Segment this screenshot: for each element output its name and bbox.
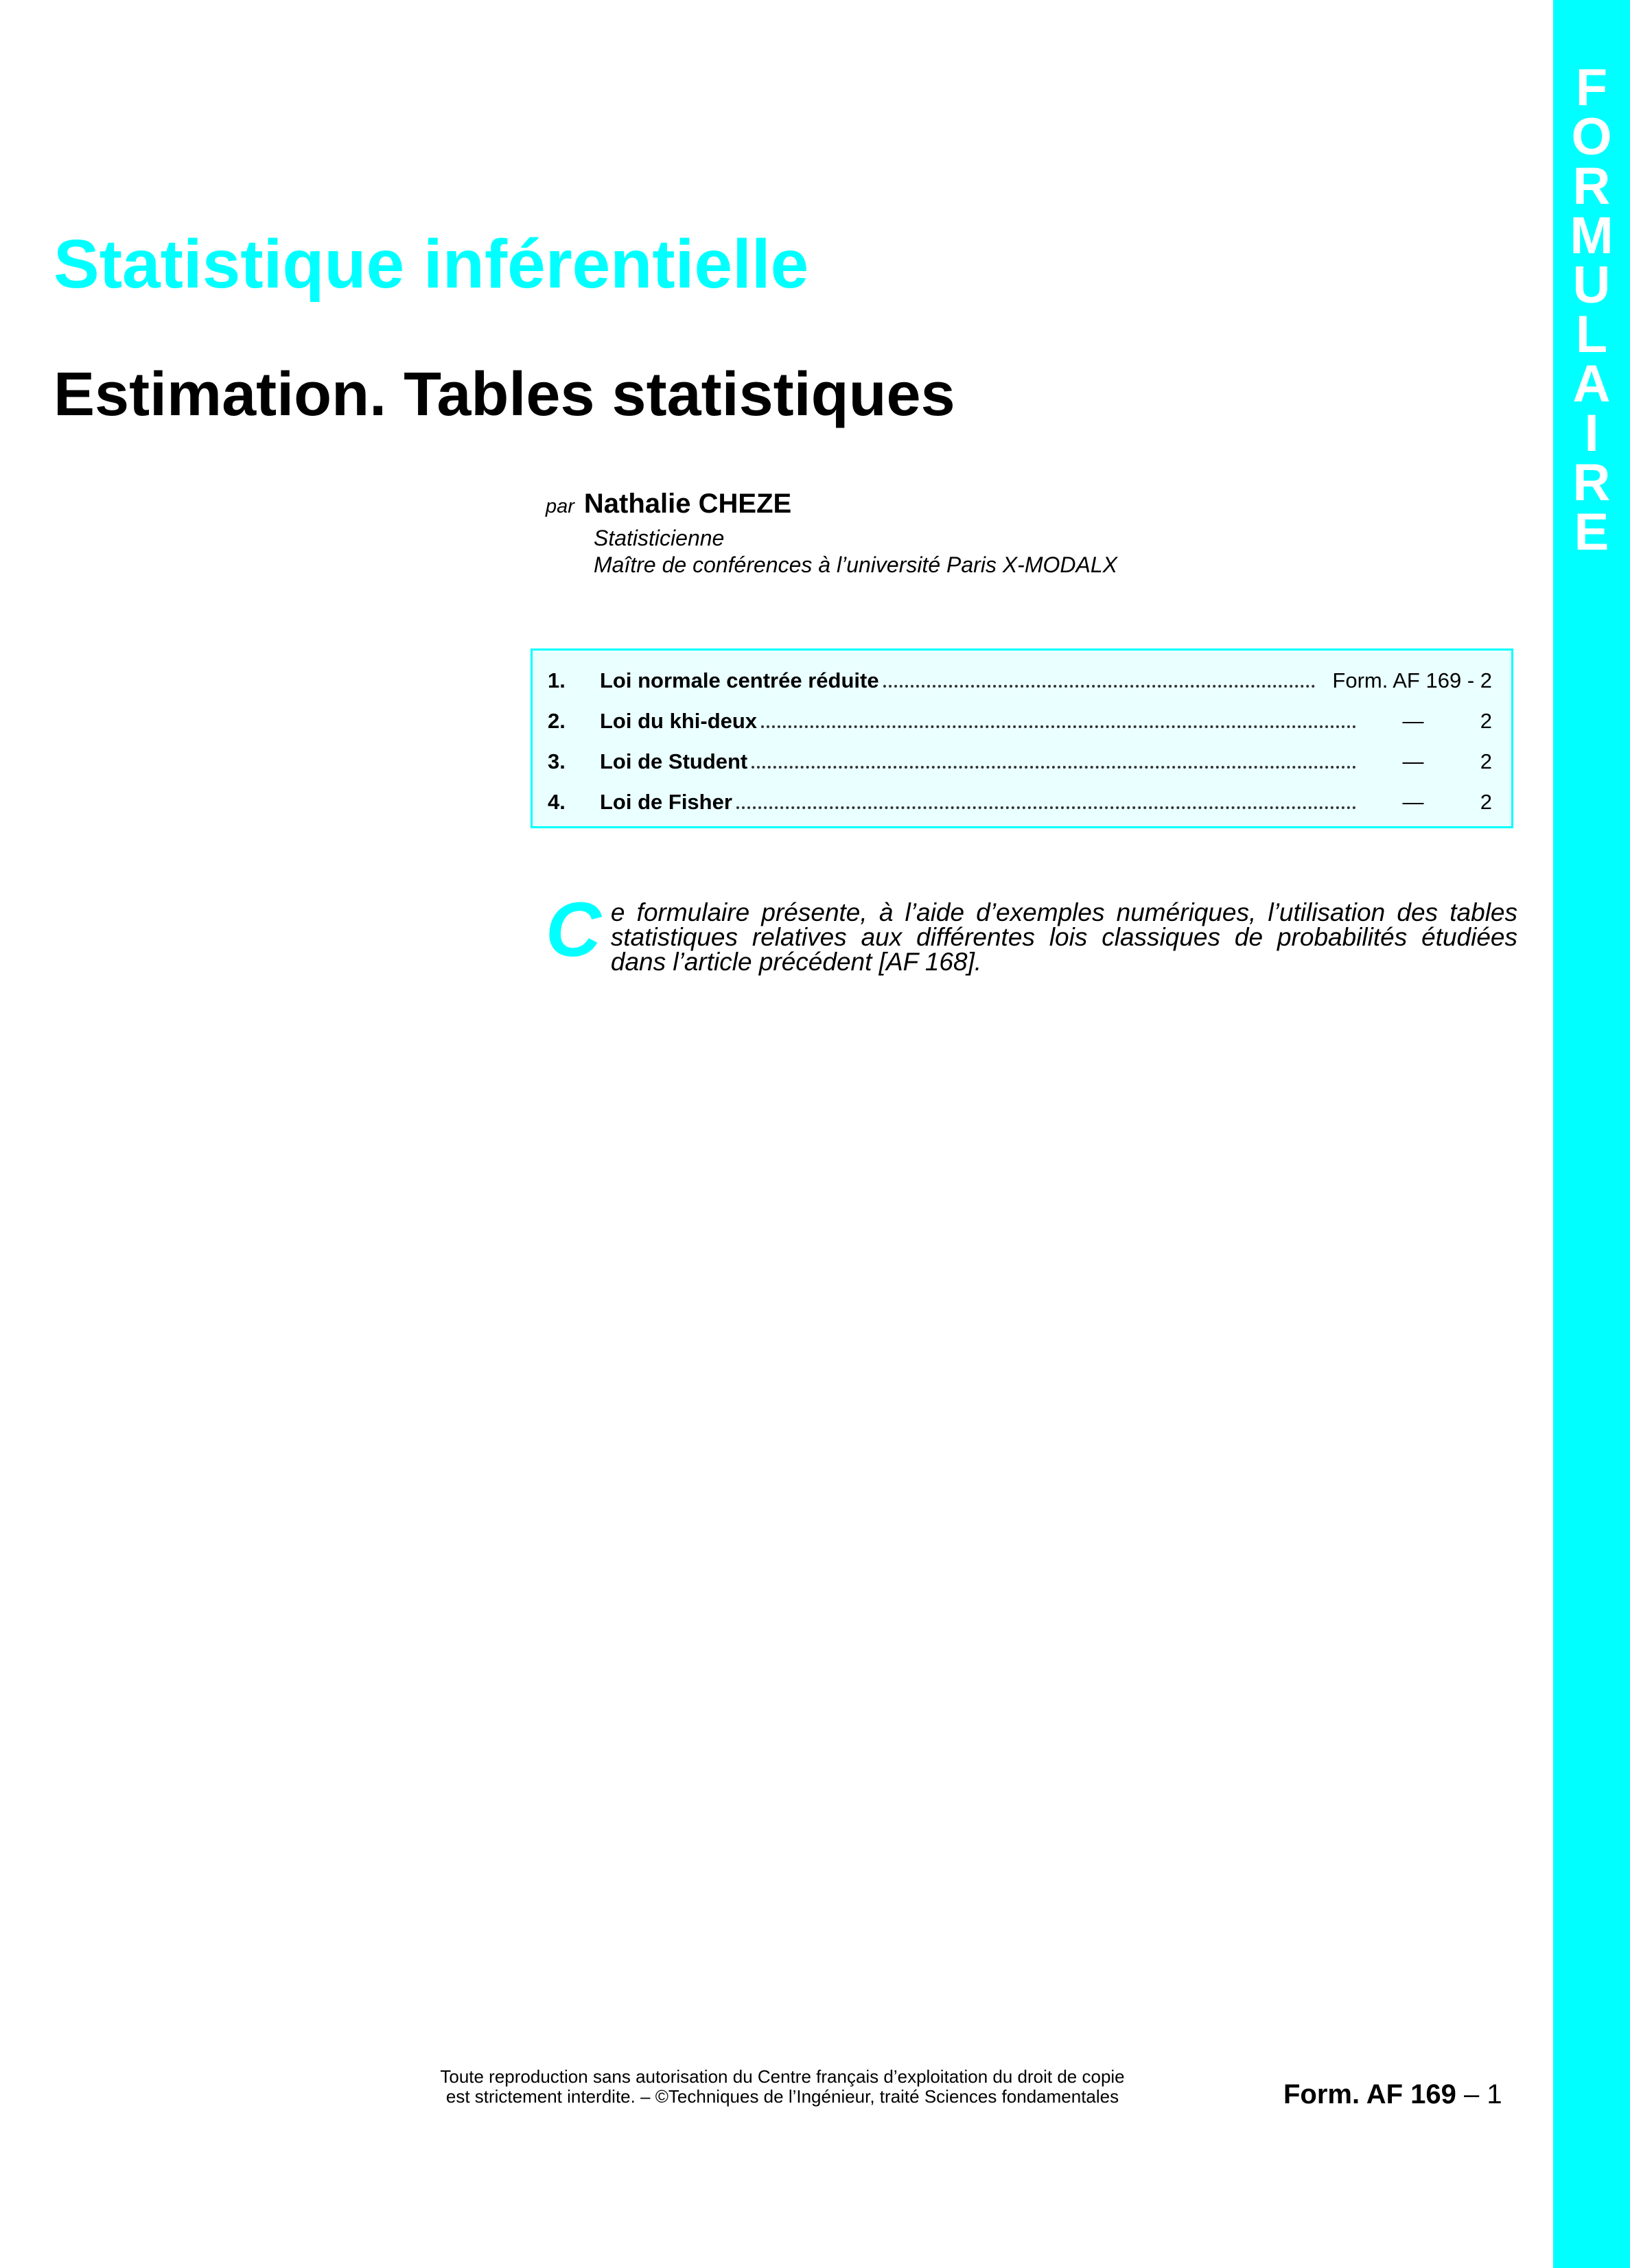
author-role: Statisticienne [594, 526, 725, 550]
author-affiliation [594, 525, 1117, 578]
side-band-letters [1553, 58, 1630, 561]
page-reference [1283, 2079, 1502, 2110]
toc-label: Loi de Student [600, 749, 748, 773]
copyright-line: est strictement interdite. – ©Techniques de l’Ingénieur, traité Sciences fondamentales [445, 2086, 1119, 2107]
side-letter: O [1571, 108, 1612, 166]
byline-par: par [546, 495, 574, 517]
copyright-notice [371, 2067, 1194, 2107]
side-letter: F [1575, 58, 1608, 117]
side-letter: U [1572, 256, 1611, 314]
toc-dash: — [1402, 749, 1424, 773]
toc-label: Loi de Fisher [600, 790, 732, 814]
side-letter: E [1574, 503, 1609, 561]
side-band [1553, 0, 1630, 2268]
intro-paragraph [546, 887, 1517, 976]
side-letter: R [1572, 454, 1611, 512]
intro-text: e formulaire présente, à l’aide d’exemples numériques, l’utilisation des tables statistiques relatives aux différentes lois classiques de probabilités étudiées dans l’article précédent [AF 168]. [610, 898, 1517, 976]
toc-number: 1. [548, 668, 566, 692]
toc-reference: Form. AF 169 - 2 [1332, 668, 1492, 692]
document-subtitle: Estimation. Tables statistiques [54, 360, 955, 429]
side-letter: R [1572, 157, 1611, 215]
author-institution: Maître de conférences à l’université Paris X-MODALX [594, 552, 1117, 577]
toc-leader [752, 766, 1356, 769]
toc-leader [883, 685, 1315, 688]
side-letter: A [1572, 355, 1611, 413]
toc-label: Loi du khi-deux [600, 709, 758, 733]
toc-item[interactable] [548, 663, 1492, 693]
toc-number: 3. [548, 749, 566, 773]
toc-page: 2 [1480, 749, 1492, 773]
toc-number: 4. [548, 790, 566, 814]
reference-code: Form. AF 169 [1283, 2079, 1456, 2109]
toc-dash: — [1402, 709, 1424, 733]
toc-item[interactable] [548, 744, 1492, 774]
side-letter: L [1575, 305, 1608, 364]
side-letter: I [1584, 404, 1599, 463]
toc-number: 2. [548, 709, 566, 733]
byline [546, 489, 791, 519]
toc-item[interactable] [548, 784, 1492, 815]
side-letter: M [1570, 207, 1614, 265]
drop-cap: C [546, 887, 601, 972]
page-number: – 1 [1456, 2079, 1502, 2109]
toc-page: 2 [1480, 709, 1492, 733]
author-name: Nathalie CHEZE [583, 489, 792, 519]
toc-leader [761, 725, 1356, 728]
toc-dash: — [1402, 790, 1424, 814]
copyright-line: Toute reproduction sans autorisation du Centre français d’exploitation du droit de copie [440, 2066, 1125, 2087]
table-of-contents [531, 648, 1513, 828]
toc-item[interactable] [548, 703, 1492, 734]
document-title: Statistique inférentielle [54, 226, 809, 303]
toc-page: 2 [1480, 790, 1492, 814]
toc-leader [736, 806, 1356, 809]
toc-label: Loi normale centrée réduite [600, 668, 879, 692]
